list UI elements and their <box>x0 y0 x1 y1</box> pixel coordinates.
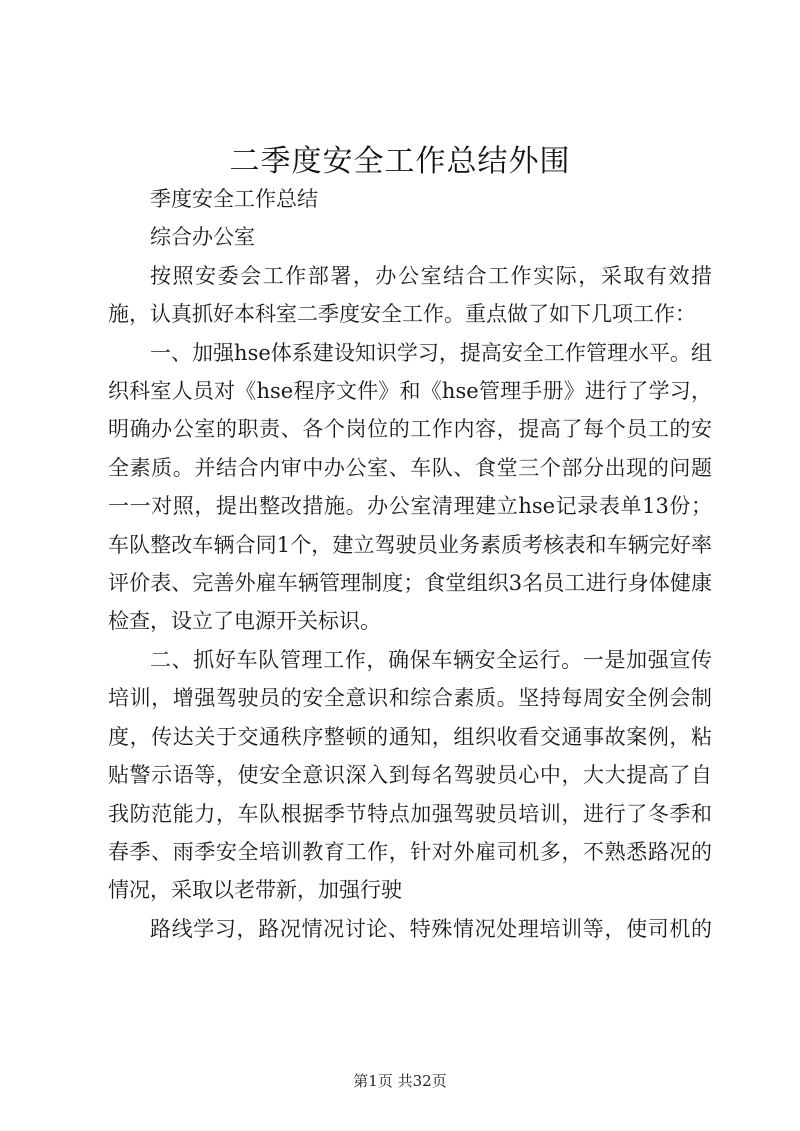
page-footer: 第1页 共32页 <box>353 1072 447 1090</box>
paragraph-continuation: 路线学习，路况情况讨论、特殊情况处理培训等，使司机的 <box>150 916 712 941</box>
paragraph-intro: 按照安委会工作部署，办公室结合工作实际，采取有效措施，认真抓好本科室二季度安全工作。重点做了如下几项工作： <box>108 263 712 327</box>
paragraph-subtitle: 季度安全工作总结 <box>150 187 318 211</box>
paragraph-section-2: 二、抓好车队管理工作，确保车辆安全运行。一是加强宣传培训，增强驾驶员的安全意识和综合素质。坚持每周安全例会制度，传达关于交通秩序整顿的通知，组织收看交通事故案例，粘贴警示语等，使安全意识深入到每名驾驶员心中，大大提高了自我防范能力，车队根据季节特点加强驾驶员培训，进行了冬季和春季、雨季安全培训教育工作，针对外雇司机多，不熟悉路况的情况，采取以老带新，加强行驶 <box>108 647 712 903</box>
document-title: 二季度安全工作总结外围 <box>229 144 571 179</box>
document-body <box>108 180 712 948</box>
paragraph-section-1: 一、加强hse体系建设知识学习，提高安全工作管理水平。组织科室人员对《hse程序文件》和《hse管理手册》进行了学习，明确办公室的职责、各个岗位的工作内容，提高了每个员工的安全素质。并结合内审中办公室、车队、食堂三个部分出现的问题一一对照，提出整改措施。办公室清理建立hse记录表单13份；车队整改车辆合同1个，建立驾驶员业务素质考核表和车辆完好率评价表、完善外雇车辆管理制度；食堂组织3名员工进行身体健康检查，设立了电源开关标识。 <box>108 340 712 634</box>
paragraph-department: 综合办公室 <box>150 225 255 250</box>
